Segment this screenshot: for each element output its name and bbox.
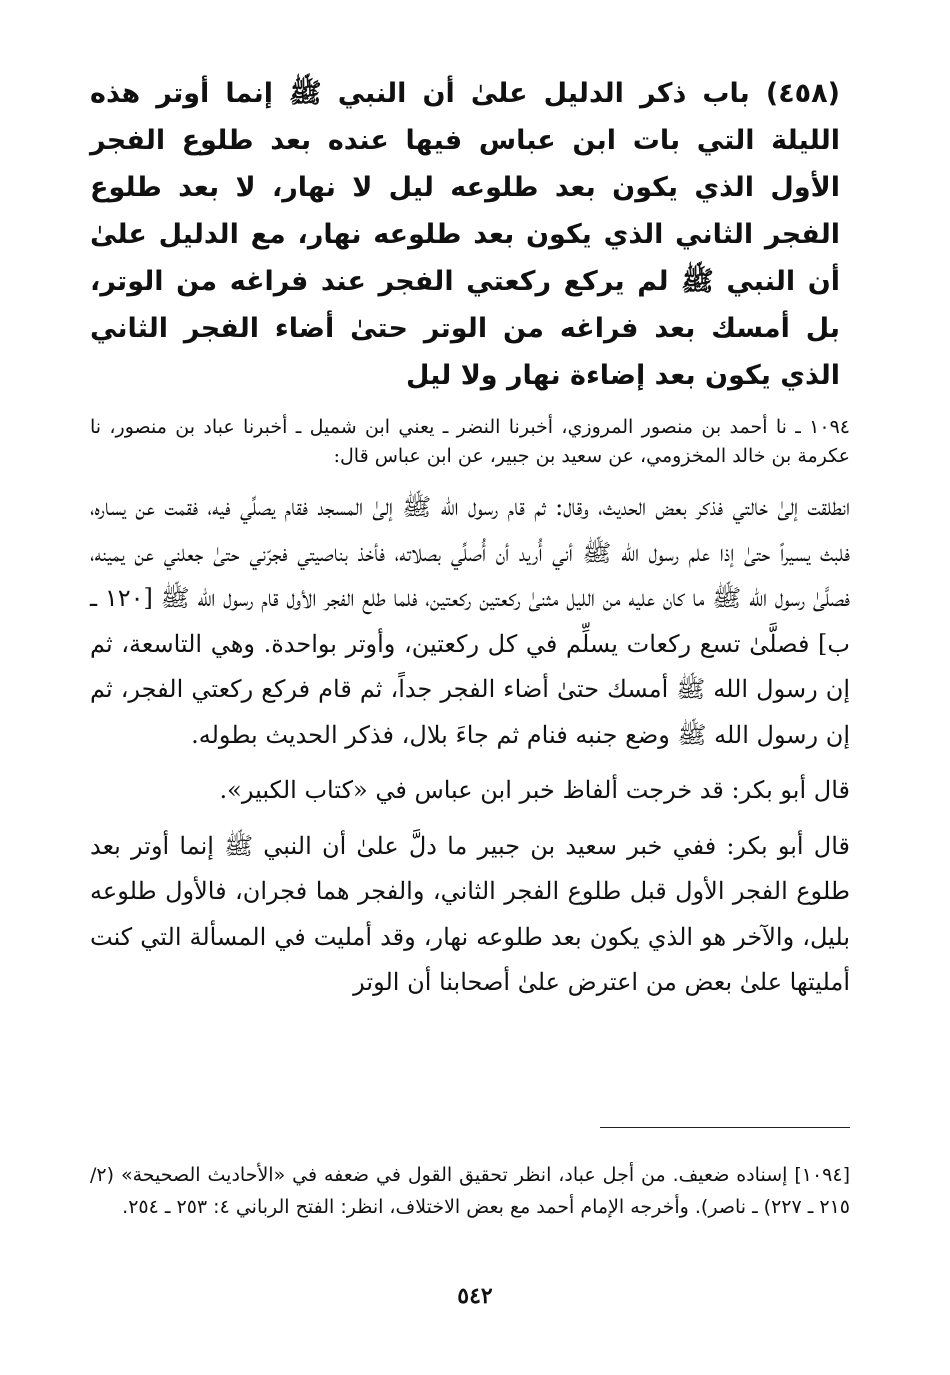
footnote-divider [600, 1127, 850, 1128]
commentary-paragraph-2: قال أبو بكر: ففي خبر سعيد بن جبير ما دلَّ علىٰ أن النبي ﷺ إنما أوتر بعد طلوع الفجر الأول قبل طلوع الفجر الثاني، والفجر هما فجران، فالأول طلوعه بليل، والآخر هو الذي يكون بعد طلوعه نهار، وقد أمليت في المسألة التي كنت أمليتها علىٰ بعض من اعترض علىٰ أصحابنا أن الوتر [90, 831, 850, 996]
chapter-heading: (٤٥٨) باب ذكر الدليل علىٰ أن النبي ﷺ إنما أوتر هذه الليلة التي بات ابن عباس فيها عنده بعد طلوع الفجر الأول الذي يكون بعد طلوعه ليل لا نهار، لا بعد طلوع الفجر الثاني الذي يكون بعد طلوعه نهار، مع الدليل علىٰ أن النبي ﷺ لم يركع ركعتي الفجر عند فراغه من الوتر، بل أمسك بعد فراغه من الوتر حتىٰ أضاء الفجر الثاني الذي يكون بعد إضاءة نهار ولا ليل [90, 78, 840, 391]
hadith-isnad: ١٠٩٤ ـ نا أحمد بن منصور المروزي، أخبرنا النضر ـ يعني ابن شميل ـ أخبرنا عباد بن منصور، نا عكرمة بن خالد المخزومي، عن سعيد بن جبير، عن ابن عباس قال: [90, 416, 850, 467]
hadith-text: انطلقت إلىٰ خالتي فذكر بعض الحديث، وقال: ثم قام رسول الله ﷺ إلىٰ المسجد فقام يصلِّي فيه، فقمت عن يساره، فلبث يسيراً حتىٰ إذا علم رسول الله ﷺ أني أُريد أن أُصلِّي بصلاته، فأخذ بناصيتي فجرّني حتىٰ جعلني عن يمينه، فصلَّىٰ رسول الله ﷺ ما كان عليه من الليل مثنىٰ ركعتين ركعتين، فلما طلع الفجر الأول قام رسول الله ﷺ [١٢٠ ـ ب] فصلَّىٰ تسع ركعات يسلِّم في كل ركعتين، وأوتر بواحدة. وهي التاسعة، ثم إن رسول الله ﷺ أمسك حتىٰ أضاء الفجر جداً، ثم قام فركع ركعتي الفجر، ثم إن رسول الله ﷺ وضع جنبه فنام ثم جاءَ بلال، فذكر الحديث بطوله. [90, 493, 850, 749]
page-body [90, 70, 850, 1016]
commentary-paragraph-1: قال أبو بكر: قد خرجت ألفاظ خبر ابن عباس في «كتاب الكبير». [219, 776, 850, 804]
footnote: [١٠٩٤] إسناده ضعيف. من أجل عباد، انظر تحقيق القول في ضعفه في «الأحاديث الصحيحة» (٢/ ٢١٥ ـ ٢٢٧) ـ ناصر). وأخرجه الإمام أحمد مع بعض الاختلاف، انظر: الفتح الرباني ٤: ٢٥٣ ـ ٢٥٤. [90, 1164, 850, 1218]
page-number: ٥٤٢ [457, 1283, 493, 1309]
